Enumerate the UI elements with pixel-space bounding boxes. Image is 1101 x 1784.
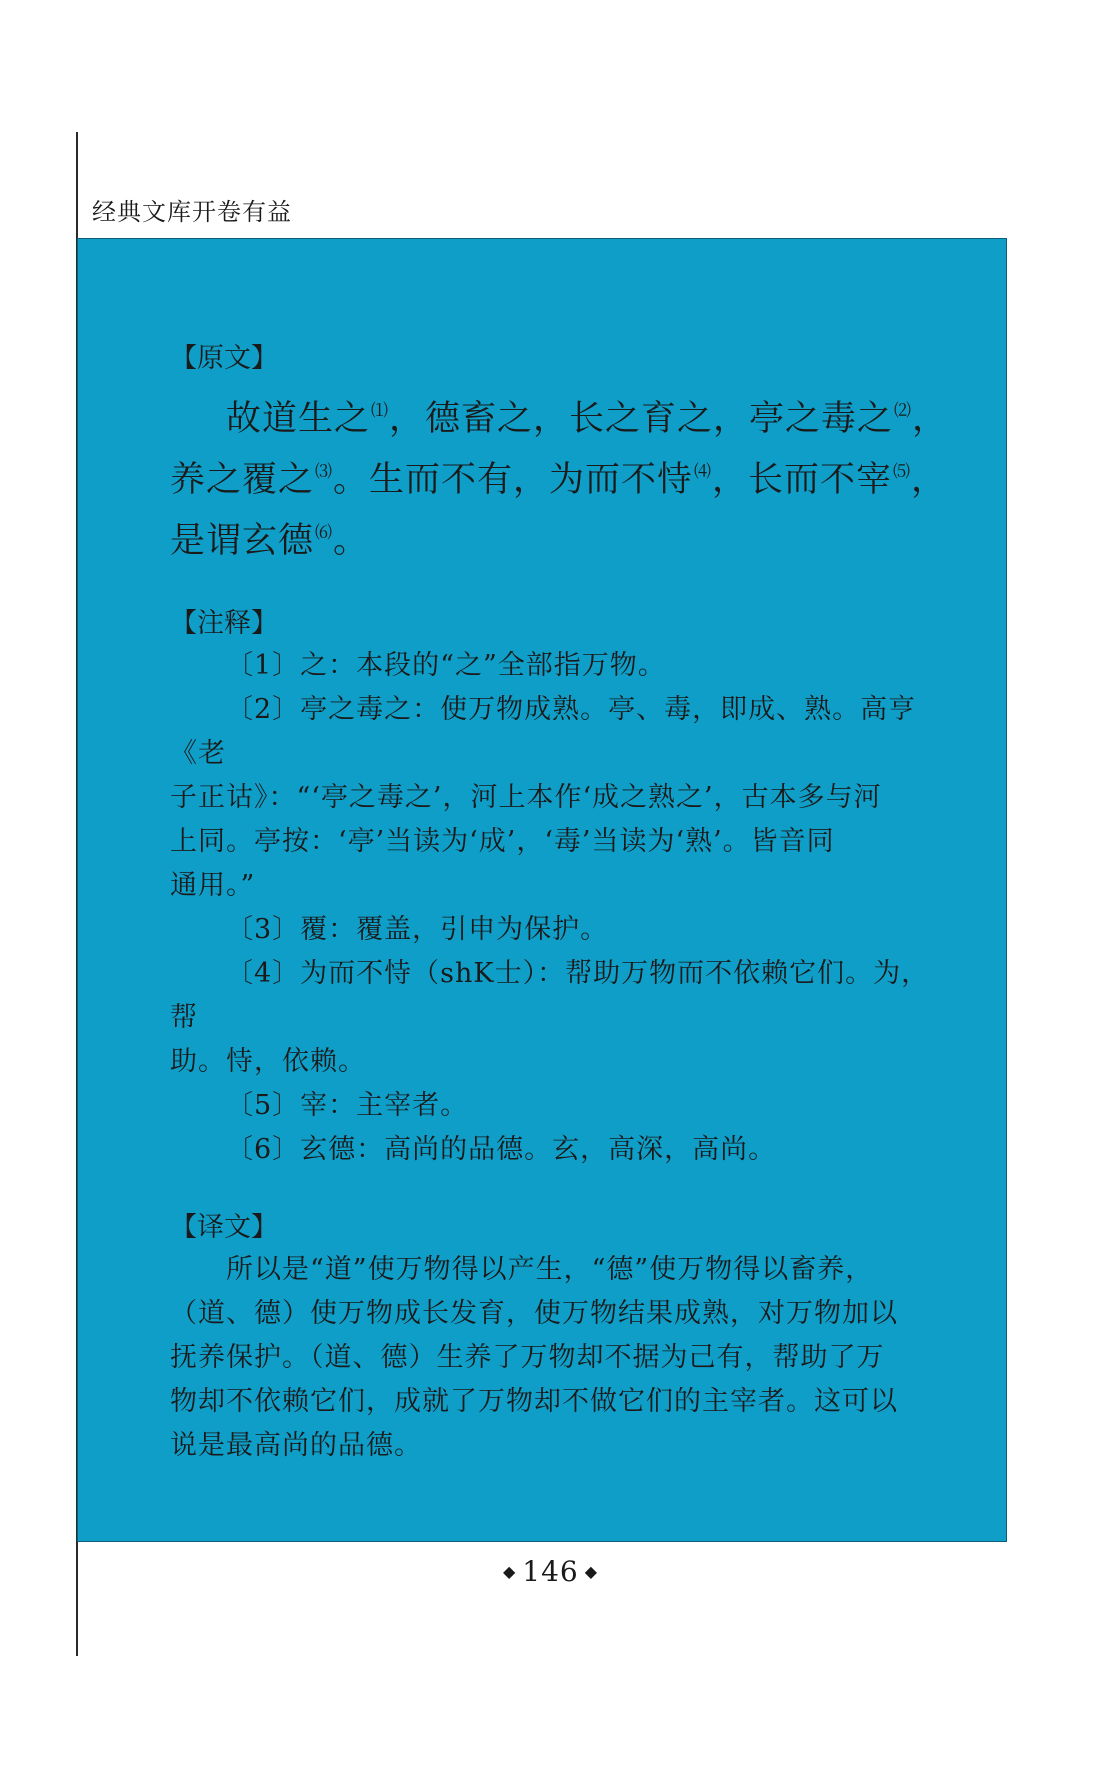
- annotation-line: 〔4〕为而不恃（shK士）：帮助万物而不依赖它们。为，帮: [170, 958, 930, 1033]
- original-text-run: ，德畜之，长之育之，亭之毒之: [389, 399, 894, 439]
- page-number-value: 146: [522, 1555, 579, 1588]
- note-marker: ⑶: [315, 462, 333, 482]
- annotation-line: 通用。”: [170, 870, 256, 901]
- translation-line: （道、德）使万物成长发育，使万物结果成熟，对万物加以: [170, 1298, 898, 1329]
- original-text-run: ，: [912, 399, 949, 439]
- original-text-heading: 【原文】: [170, 343, 278, 374]
- annotations-heading: 【注释】: [170, 608, 278, 639]
- translation-line: 所以是“道”使万物得以产生，“德”使万物得以畜养，: [226, 1254, 874, 1285]
- annotations-list: [170, 644, 950, 1172]
- annotation-line: 〔2〕亭之毒之：使万物成熟。亭、毒，即成、熟。高亨《老: [170, 694, 917, 769]
- original-text-run: ，长而不宰: [712, 460, 893, 500]
- page-number: [0, 1555, 1101, 1588]
- translation-line: 说是最高尚的品德。: [170, 1430, 422, 1461]
- annotation-line: 助。恃，依赖。: [170, 1046, 366, 1077]
- original-text-run: 故道生之: [226, 399, 371, 439]
- running-head: 经典文库开卷有益: [92, 198, 292, 226]
- translation-line: 抚养保护。（道、德）生养了万物却不据为己有，帮助了万: [170, 1342, 885, 1373]
- annotation-line: 〔1〕之：本段的“之”全部指万物。: [226, 650, 666, 681]
- annotation-line: 子正诂》：“‘亭之毒之’，河上本作‘成之熟之’，古本多与河: [170, 782, 882, 813]
- translation-text: [170, 1248, 950, 1468]
- diamond-ornament-icon: ◆: [584, 1562, 599, 1581]
- note-marker: ⑸: [893, 462, 911, 482]
- original-line: [170, 446, 950, 507]
- original-line: [170, 385, 950, 446]
- original-text-run: ，: [911, 460, 948, 500]
- note-marker: ⑷: [694, 462, 712, 482]
- annotation-line: 上同。亭按：‘亭’当读为‘成’，‘毒’当读为‘熟’。皆音同: [170, 826, 835, 857]
- original-text-run: 是谓玄德: [170, 521, 315, 561]
- original-text-run: 养之覆之: [170, 460, 315, 500]
- original-text-run: 。: [333, 521, 370, 561]
- panel-content: [170, 339, 950, 1468]
- annotation-line: 〔3〕覆：覆盖，引申为保护。: [226, 914, 609, 945]
- note-marker: ⑵: [894, 401, 912, 421]
- translation-heading: 【译文】: [170, 1212, 278, 1243]
- annotation-line: 〔5〕宰：主宰者。: [226, 1090, 469, 1121]
- original-line: [170, 507, 950, 568]
- original-text: [170, 385, 950, 568]
- content-panel: [77, 238, 1007, 1542]
- annotation-line: 〔6〕玄德：高尚的品德。玄，高深，高尚。: [226, 1134, 777, 1165]
- translation-line: 物却不依赖它们，成就了万物却不做它们的主宰者。这可以: [170, 1386, 898, 1417]
- note-marker: ⑴: [371, 401, 389, 421]
- diamond-ornament-icon: ◆: [502, 1562, 517, 1581]
- note-marker: ⑹: [315, 523, 333, 543]
- original-text-run: 。生而不有，为而不恃: [333, 460, 694, 500]
